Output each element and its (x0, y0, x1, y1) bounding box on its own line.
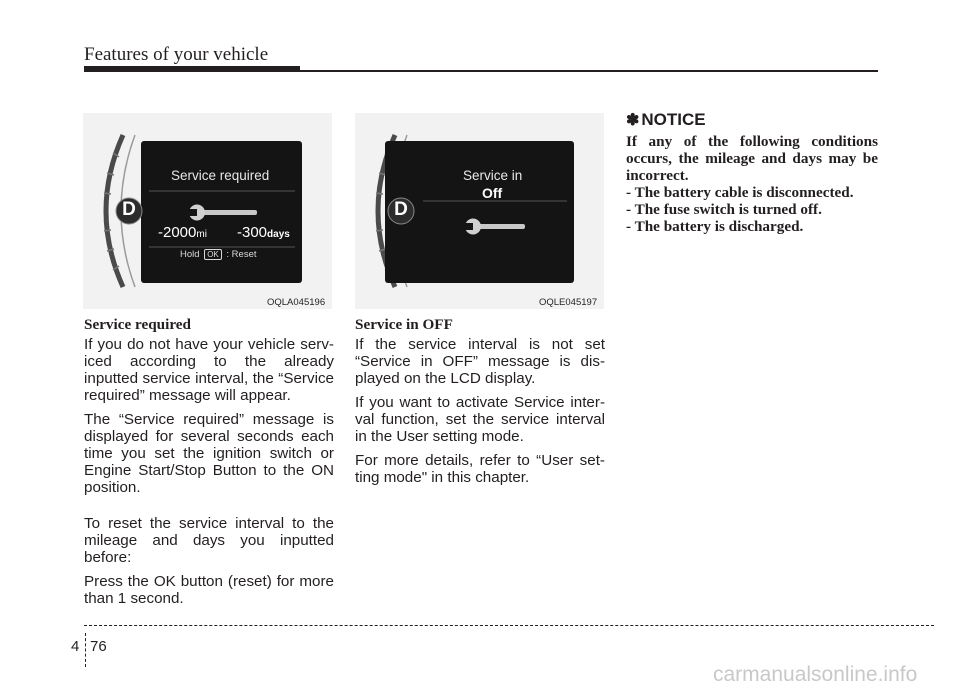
notice-body (626, 133, 878, 235)
paragraph: If the service interval is not set “Service in OFF” message is dis-played on the LCD display. (355, 336, 605, 387)
paragraph: The “Service required” message is displayed for several seconds each time you set the ignition switch or Engine Start/Stop Button to the ON position. (84, 411, 334, 496)
column-service-required (84, 316, 334, 614)
figure-service-required (83, 113, 332, 309)
notice-intro: If any of the following conditions occurs, the mileage and days may be incorrect. (626, 133, 878, 184)
notice-item: - The battery cable is disconnected. (626, 184, 854, 201)
notice-title (626, 110, 878, 130)
figure-code: OQLE045197 (539, 297, 598, 308)
header-rule-thick (84, 66, 300, 72)
notice-item: - The battery is discharged. (626, 218, 804, 235)
notice-title-text: NOTICE (641, 110, 706, 129)
gear-indicator: D (394, 199, 408, 220)
footer-vertical-divider (85, 633, 86, 667)
figure-code: OQLA045196 (267, 297, 326, 308)
paragraph: For more details, refer to “User set-ting mode" in this chapter. (355, 452, 605, 486)
lcd-off-label: Off (482, 185, 503, 201)
lcd-hold-reset-hint (180, 249, 257, 260)
lcd-reset-label: : Reset (226, 249, 257, 260)
page-header-title: Features of your vehicle (84, 44, 269, 65)
paragraph: To reset the service interval to the mileage and days you inputted before: (84, 515, 334, 566)
paragraph: If you do not have your vehicle serv-iced according to the already inputted service interval, the “Service required” message will appear. (84, 336, 334, 404)
lcd-days-value: -300 (237, 224, 268, 241)
column-service-off (355, 316, 605, 493)
figure-service-off (355, 113, 604, 309)
lcd-miles-unit: mi (196, 229, 207, 240)
notice-box (626, 110, 878, 235)
section-heading: Service required (84, 316, 191, 333)
notice-item: - The fuse switch is turned off. (626, 201, 822, 218)
footer-divider (84, 625, 934, 626)
lcd-service-in-label: Service in (463, 168, 523, 183)
page-number: 76 (90, 638, 107, 655)
lcd-days-unit: days (267, 229, 290, 240)
lcd-service-required-title: Service required (171, 168, 270, 183)
lcd-ok-key: OK (204, 249, 222, 260)
paragraph: If you want to activate Service inter-val function, set the service interval in the User setting mode. (355, 394, 605, 445)
lcd-days-readout (237, 224, 290, 241)
paragraph: Press the OK button (reset) for more than 1 second. (84, 573, 334, 607)
asterisk-icon: ✽ (626, 112, 640, 129)
section-heading: Service in OFF (355, 316, 453, 333)
lcd-miles-value: -2000 (158, 224, 197, 241)
gear-indicator: D (122, 199, 136, 220)
lcd-mileage-readout (158, 224, 207, 241)
chapter-number: 4 (71, 638, 80, 655)
header-rule-thin (300, 70, 878, 72)
lcd-hold-label: Hold (180, 249, 200, 260)
watermark: carmanualsonline.info (713, 663, 918, 686)
